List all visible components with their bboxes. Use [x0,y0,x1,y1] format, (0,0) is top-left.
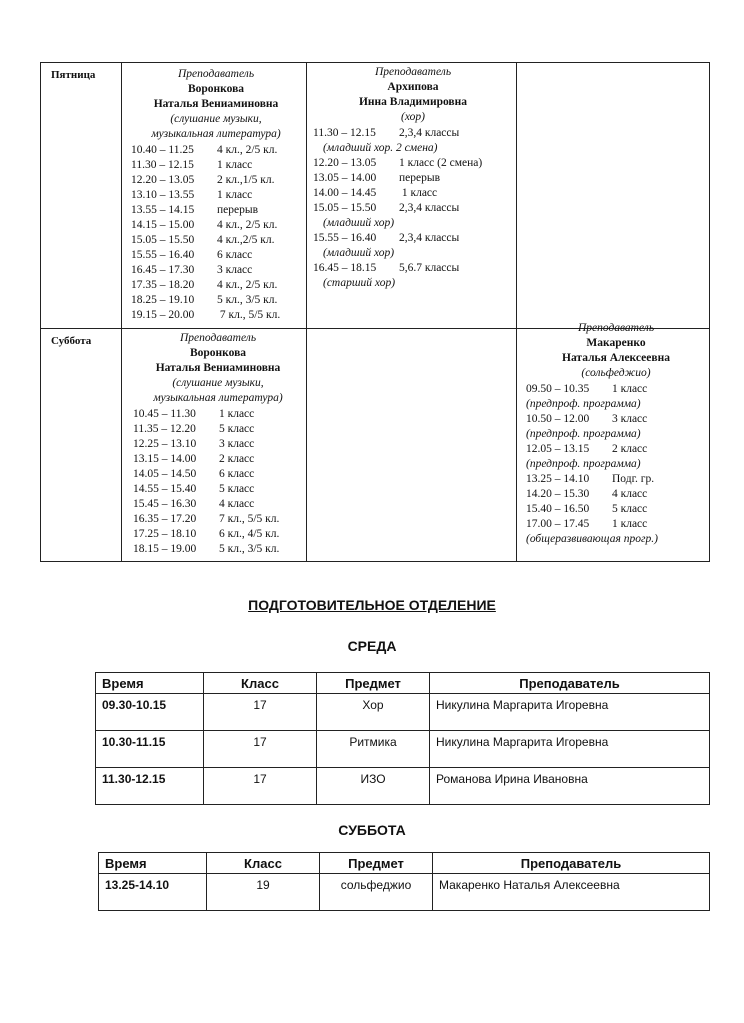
lesson-time: 17.25 – 18.10 [133,528,197,540]
lesson-time: 14.00 – 14.45 [313,187,377,199]
cell-class: 17 [204,694,317,731]
lesson-row [131,173,301,188]
lesson-class: 1 класс (2 смена) [399,157,483,169]
lesson-row [526,442,706,457]
lesson-class: 4 кл., 2/5 кл. [217,279,278,291]
cell-class: 17 [204,731,317,768]
teacher-name: Наталья Вениаминовна [153,98,279,110]
friday-teacher-cell-1 [131,67,301,323]
lesson-row [131,188,301,203]
lesson-row [131,203,301,218]
saturday-title: СУББОТА [338,822,406,838]
cell-time: 11.30-12.15 [96,768,204,805]
teacher-name: Наталья Вениаминовна [155,362,281,374]
cell-class: 17 [204,768,317,805]
lesson-row [133,467,303,482]
lesson-row [313,171,513,186]
lesson-class: 2,3,4 классы [399,202,460,214]
lesson-time: 15.45 – 16.30 [133,498,197,510]
teacher-surname: Воронкова [187,83,245,95]
cell-subject: ИЗО [317,768,430,805]
cell-teacher: Никулина Маргарита Игоревна [430,731,710,768]
lesson-time: 11.35 – 12.20 [133,423,196,435]
lesson-row [133,452,303,467]
lesson-time: 14.05 – 14.50 [133,468,197,480]
lesson-class: 1 класс [612,518,648,530]
lesson-row [133,542,303,557]
subject-label: (слушание музыки, [170,113,262,125]
cell-time: 09.30-10.15 [96,694,204,731]
lesson-time: 17.00 – 17.45 [526,518,590,530]
lesson-row [133,527,303,542]
lesson-row [131,278,301,293]
lesson-row [526,412,706,427]
lesson-class: 5 класс [219,483,255,495]
program-note: (общеразвивающая прогр.) [526,533,658,545]
lesson-class: 3 класс [612,413,648,425]
lesson-class: 6 класс [217,249,253,261]
lesson-class: 1 класс [612,383,648,395]
lesson-time: 13.55 – 14.15 [131,204,195,216]
day-label-friday: Пятница [51,69,96,81]
lesson-note [526,427,706,442]
table-row [96,768,710,805]
lesson-note [526,532,706,547]
lesson-list [526,382,706,547]
column-header-class: Класс [207,853,320,874]
lesson-row [133,512,303,527]
lesson-time: 15.40 – 16.50 [526,503,590,515]
lesson-row [526,382,706,397]
lesson-class: 1 класс [399,187,438,199]
teacher-role: Преподаватель [374,66,452,78]
lesson-time: 11.30 – 12.15 [131,159,194,171]
lesson-row [131,293,301,308]
teacher-surname: Макаренко [586,337,646,349]
lesson-row [131,218,301,233]
teacher-surname: Архипова [387,81,439,93]
table-body [96,694,710,805]
lesson-class: 5 класс [219,423,255,435]
lesson-class: 3 класс [219,438,255,450]
lesson-row [133,482,303,497]
lesson-time: 10.50 – 12.00 [526,413,590,425]
column-header-time: Время [96,673,204,694]
lesson-class: 7 кл., 5/5 кл. [217,309,281,321]
column-header-subject: Предмет [317,673,430,694]
lesson-class: 2 класс [219,453,255,465]
saturday-table [98,852,710,911]
lesson-class: 5 кл., 3/5 кл. [217,294,278,306]
cell-teacher: Романова Ирина Ивановна [430,768,710,805]
teacher-name: Наталья Алексеевна [562,352,670,364]
lesson-time: 15.05 – 15.50 [313,202,377,214]
lesson-class: 1 класс [217,189,253,201]
lesson-class: 5 кл., 3/5 кл. [219,543,280,555]
lesson-row [131,263,301,278]
lesson-class: 6 класс [219,468,255,480]
lesson-list [131,143,301,323]
lesson-row [131,308,301,323]
lesson-class: 4 кл., 2/5 кл. [217,144,278,156]
lesson-row [133,437,303,452]
subject-label: (сольфеджио) [581,367,651,379]
lesson-row [526,502,706,517]
lesson-class: 4 класс [612,488,648,500]
lesson-row [313,126,513,141]
lesson-class: перерыв [217,204,259,216]
lesson-row [313,201,513,216]
lesson-class: Подг. гр. [612,473,655,485]
column-header-time: Время [99,853,207,874]
lesson-time: 13.15 – 14.00 [133,453,197,465]
subject-label: (хор) [401,111,425,123]
program-note: (предпроф. программа) [526,428,641,440]
lesson-list [133,407,303,557]
lesson-time: 13.10 – 13.55 [131,189,195,201]
program-note: (предпроф. программа) [526,458,641,470]
cell-time: 13.25-14.10 [99,874,207,911]
cell-subject: сольфеджио [320,874,433,911]
column-header-subject: Предмет [320,853,433,874]
lesson-row [313,261,513,276]
lesson-row [313,186,513,201]
lesson-note [313,246,513,261]
lesson-time: 12.20 – 13.05 [313,157,377,169]
lesson-row [526,472,706,487]
table-row [99,874,710,911]
lesson-time: 15.55 – 16.40 [313,232,377,244]
lesson-class: 1 класс [219,408,255,420]
table-header-row [99,853,710,874]
program-note: (старший хор) [323,277,396,289]
cell-teacher: Никулина Маргарита Игоревна [430,694,710,731]
lesson-time: 12.20 – 13.05 [131,174,195,186]
lesson-row [526,517,706,532]
lesson-note [313,276,513,291]
teacher-role: Преподаватель [177,68,255,80]
lesson-class: 1 класс [217,159,253,171]
weekly-schedule-grid [40,62,710,562]
cell-time: 10.30-11.15 [96,731,204,768]
saturday-teacher-cell-3 [526,321,706,547]
table-body [99,874,710,911]
lesson-note [313,216,513,231]
lesson-class: 4 кл.,2/5 кл. [217,234,275,246]
program-note: (младший хор. 2 смена) [323,142,438,154]
lesson-class: 2 класс [612,443,648,455]
lesson-time: 19.15 – 20.00 [131,309,195,321]
lesson-time: 10.40 – 11.25 [131,144,194,156]
lesson-row [131,158,301,173]
teacher-role: Преподаватель [577,322,655,334]
lesson-time: 13.25 – 14.10 [526,473,590,485]
lesson-time: 14.20 – 15.30 [526,488,590,500]
program-note: (предпроф. программа) [526,398,641,410]
lesson-time: 10.45 – 11.30 [133,408,196,420]
lesson-time: 16.45 – 17.30 [131,264,195,276]
wednesday-table [95,672,710,805]
wednesday-title: СРЕДА [347,638,397,654]
friday-teacher-cell-2 [313,65,513,291]
lesson-class: 5,6.7 классы [399,262,460,274]
teacher-name: Инна Владимировна [358,96,468,108]
lesson-row [131,248,301,263]
lesson-row [131,143,301,158]
lesson-class: перерыв [399,172,441,184]
day-label-saturday: Суббота [51,335,92,347]
column-header-teacher: Преподаватель [433,853,710,874]
subject-label: (слушание музыки, [172,377,264,389]
lesson-row [133,497,303,512]
cell-subject: Хор [317,694,430,731]
teacher-role: Преподаватель [179,332,257,344]
lesson-note [526,457,706,472]
teacher-surname: Воронкова [189,347,247,359]
lesson-time: 12.05 – 13.15 [526,443,590,455]
lesson-time: 18.25 – 19.10 [131,294,195,306]
lesson-time: 15.05 – 15.50 [131,234,195,246]
lesson-time: 14.55 – 15.40 [133,483,197,495]
table-row [96,694,710,731]
lesson-class: 2,3,4 классы [399,232,460,244]
program-note: (младший хор) [323,217,395,229]
lesson-time: 16.45 – 18.15 [313,262,377,274]
lesson-row [133,422,303,437]
lesson-class: 2,3,4 классы [399,127,460,139]
lesson-time: 14.15 – 15.00 [131,219,195,231]
lesson-class: 5 класс [612,503,648,515]
lesson-class: 4 кл., 2/5 кл. [217,219,278,231]
table-row [96,731,710,768]
lesson-row [131,233,301,248]
lesson-time: 09.50 – 10.35 [526,383,590,395]
lesson-class: 3 класс [217,264,253,276]
lesson-row [133,407,303,422]
lesson-row [526,487,706,502]
lesson-time: 16.35 – 17.20 [133,513,197,525]
lesson-class: 7 кл., 5/5 кл. [219,513,280,525]
program-note: (младший хор) [323,247,395,259]
table-header-row [96,673,710,694]
section-title: ПОДГОТОВИТЕЛЬНОЕ ОТДЕЛЕНИЕ [248,597,496,613]
cell-teacher: Макаренко Наталья Алексеевна [433,874,710,911]
column-header-class: Класс [204,673,317,694]
lesson-class: 2 кл.,1/5 кл. [217,174,275,186]
lesson-time: 12.25 – 13.10 [133,438,197,450]
subject-label: музыкальная литература) [153,392,283,404]
lesson-row [313,156,513,171]
lesson-class: 6 кл., 4/5 кл. [219,528,280,540]
lesson-note [526,397,706,412]
lesson-time: 15.55 – 16.40 [131,249,195,261]
lesson-time: 18.15 – 19.00 [133,543,197,555]
subject-label: музыкальная литература) [151,128,281,140]
cell-subject: Ритмика [317,731,430,768]
lesson-time: 17.35 – 18.20 [131,279,195,291]
lesson-time: 11.30 – 12.15 [313,127,376,139]
lesson-note [313,141,513,156]
column-divider [306,63,307,561]
saturday-teacher-cell-1 [133,331,303,557]
lesson-time: 13.05 – 14.00 [313,172,377,184]
column-divider [121,63,122,561]
cell-class: 19 [207,874,320,911]
lesson-class: 4 класс [219,498,255,510]
lesson-row [313,231,513,246]
column-header-teacher: Преподаватель [430,673,710,694]
lesson-list [313,126,513,291]
column-divider [516,63,517,561]
